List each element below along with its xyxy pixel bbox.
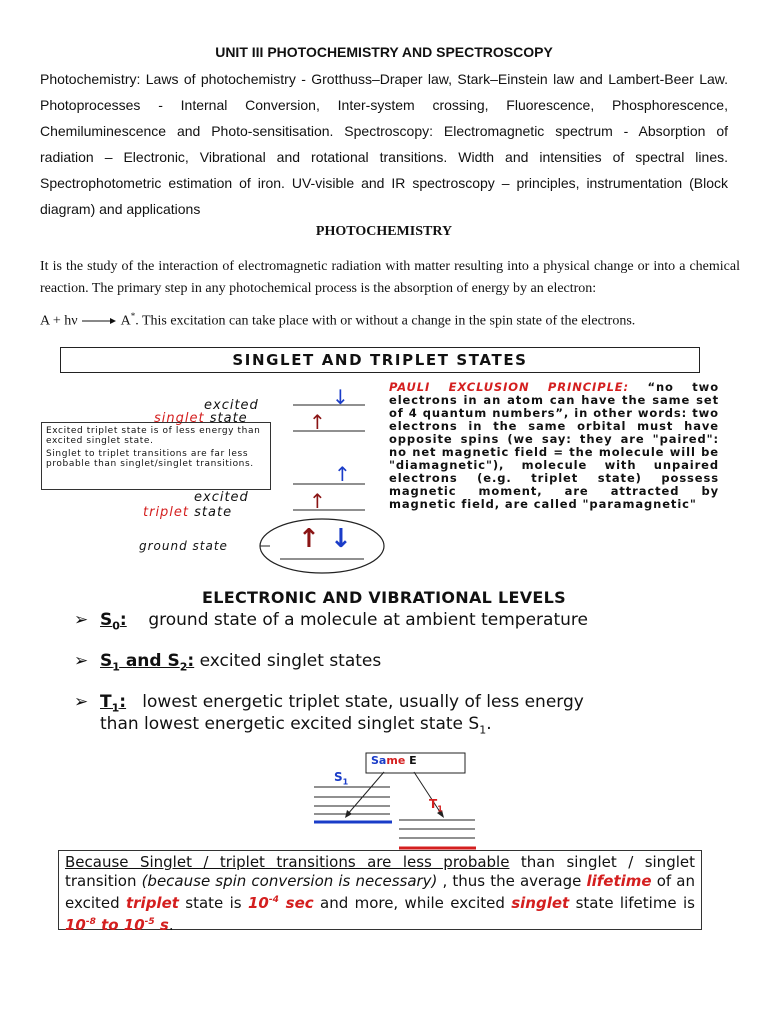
- reaction-left: A + hν: [40, 313, 78, 329]
- t1-text-line1: lowest energetic triplet state, usually of less energy: [142, 692, 584, 712]
- t1-label: $T_1$: [429, 797, 443, 814]
- singlet-word: singlet: [154, 411, 205, 426]
- label-excited-singlet-1: excited: [204, 398, 259, 413]
- state-word: state: [209, 411, 248, 426]
- ground-spin-down-arrow: ↓: [330, 524, 352, 554]
- label-excited-triplet-1: excited: [194, 490, 249, 505]
- triplet-spin-up-arrow-lower: ↑: [309, 489, 326, 513]
- s12-key: $S_1$ and $S_2$:: [100, 651, 195, 674]
- triplet-word: triplet: [143, 505, 190, 520]
- label-excited-triplet-2: [143, 505, 232, 520]
- pauli-body: “no two electrons in an atom can have the same set of 4 quantum numbers”, in other words: two electrons in the same orbital must have opposite spins (we say: they are "paired": no net magnetic field = the molecule will be "diamagnetic"), molecule with unpaired electrons (e.g. triplet state) possess magnetic moment, are attracted by magnetic field, are called "paramagnetic": [389, 380, 719, 511]
- note-transition-probability: Singlet to triplet transitions are far less probable than singlet/singlet transitions.: [46, 449, 254, 469]
- state-word: state: [194, 505, 233, 520]
- transition-note-box: [41, 422, 271, 490]
- syllabus-paragraph: Photochemistry: Laws of photochemistry - Grotthuss–Draper law, Stark–Einstein law and Lambert-Beer Law. Photoprocesses - Internal Conversion, Inter-system crossing, Fluorescence, Phosphorescence, Chemiluminescence and Photo-sensitisation. Spectroscopy: Electromagnetic spectrum - Absorption of radiation – Electronic, Vibrational and rotational transitions. Width and intensities of spectral lines. Spectrophotometric estimation of iron. UV-visible and IR spectroscopy – principles, instrumentation (Block diagram) and applications: [40, 71, 728, 217]
- ground-spin-up-arrow: ↑: [298, 524, 320, 554]
- s1-label: $S_1$: [334, 770, 349, 787]
- bullet-s1-s2: [74, 651, 381, 673]
- reaction-right: A: [120, 313, 131, 329]
- reaction-rest: . This excitation can take place with or without a change in the spin state of the electrons.: [135, 313, 636, 329]
- triplet-spin-up-arrow-upper: ↑: [334, 462, 351, 486]
- excitation-reaction: [40, 311, 635, 330]
- pauli-heading: PAULI EXCLUSION PRINCIPLE:: [389, 380, 630, 394]
- lifetime-conclusion-box: Because Singlet / triplet transitions are less probable than singlet / singlet transition (because spin conversion is necessary) , thus the average lifetime of an excited triplet state is $10^{-4}$ sec and more, while excited singlet state lifetime is $10^{-8}$ to $10^{-5}$ s.: [58, 850, 702, 930]
- bullet-s0: [74, 610, 588, 632]
- levels-title: ELECTRONIC AND VIBRATIONAL LEVELS: [202, 588, 566, 607]
- same-energy-label: Same E: [371, 754, 417, 767]
- label-ground-state: ground state: [139, 539, 228, 553]
- bullet-marker-icon: ➢: [74, 692, 89, 712]
- reaction-superscript: *: [130, 311, 136, 321]
- t1-key: $T_1$:: [100, 692, 127, 715]
- pauli-principle-text: [389, 381, 719, 511]
- t1-text-line2: than lowest energetic excited singlet state $S_1$.: [100, 714, 492, 737]
- bullet-t1: [74, 692, 584, 714]
- singlet-spin-up-arrow: ↑: [309, 410, 326, 434]
- reaction-arrow-icon: [81, 316, 117, 326]
- bullet-marker-icon: ➢: [74, 651, 89, 671]
- unit-title: UNIT III PHOTOCHEMISTRY AND SPECTROSCOPY: [215, 44, 553, 60]
- arrow-to-s1-icon: [347, 772, 384, 815]
- s0-text: ground state of a molecule at ambient temperature: [148, 610, 588, 630]
- intro-paragraph: It is the study of the interaction of electromagnetic radiation with matter resulting into a physical change or into a chemical reaction. The primary step in any photochemical process is the absorption of energy by an electron:: [40, 259, 740, 296]
- singlet-spin-down-arrow: ↓: [332, 385, 349, 409]
- bullet-marker-icon: ➢: [74, 610, 89, 630]
- singlet-triplet-title: SINGLET AND TRIPLET STATES: [232, 351, 528, 369]
- s12-text: excited singlet states: [194, 651, 382, 671]
- photochemistry-heading: PHOTOCHEMISTRY: [315, 224, 453, 239]
- note-triplet-energy: Excited triplet state is of less energy than excited singlet state.: [46, 426, 261, 446]
- ground-state-ellipse: [260, 519, 384, 573]
- s0-key: $S_0$:: [100, 610, 127, 633]
